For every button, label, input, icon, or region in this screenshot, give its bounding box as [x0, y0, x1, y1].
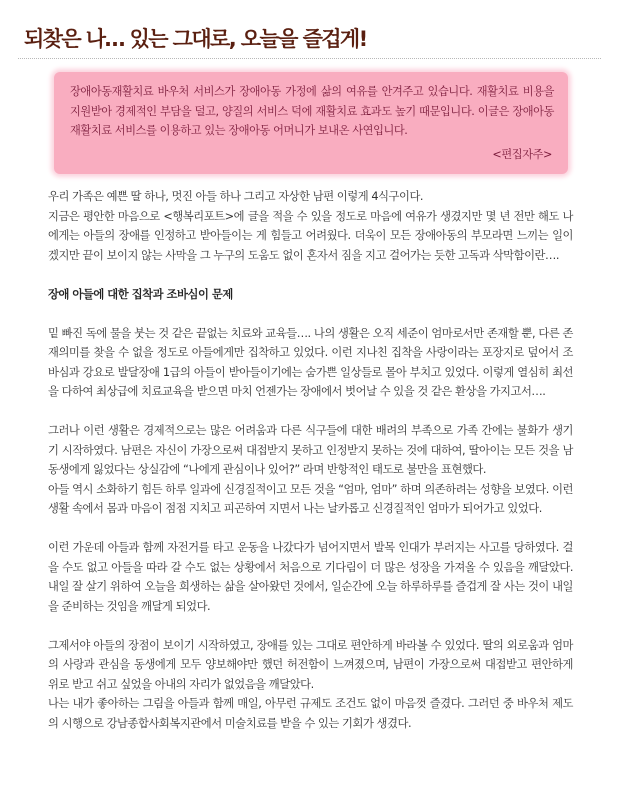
page-title: 되찾은 나… 있는 그대로, 오늘을 즐겁게! [24, 27, 367, 51]
article-body [48, 187, 573, 733]
editor-note-text: 장애아동재활치료 바우처 서비스가 장애아동 가정에 삶의 여유를 안겨주고 있습니다. 재활치료 비용을 지원받아 경제적인 부담을 덜고, 양질의 서비스 덕에 재활치료 효과도 높기 때문입니다. 이글은 장애아동재활치료 서비스를 이용하고 있는 장애아동 어머니가 보내온 사연입니다. [70, 85, 554, 137]
article-paragraph-2: 밑 빠진 독에 물을 붓는 것 같은 끝없는 치료와 교육들…. 나의 생활은 오직 세준이 엄마로서만 존재할 뿐, 다른 존재의미를 찾을 수 없을 정도로 아들에게만 집착하고 있었다. 이런 지나친 집착을 사랑이라는 포장지로 덮어서 조바심과 강요로 발달장애 1급의 아들이 받아들이기에는 숨가쁜 일상들로 몰아 부치고 있었다. 이렇게 열심히 최선을 다하여 최상급에 치료교육을 받으면 마치 언젠가는 장애에서 벗어날 수 있을 것 같은 환상을 가지고서…. [48, 326, 573, 398]
editor-note-box [54, 72, 568, 174]
article-paragraph-5: 그제서야 아들의 장점이 보이기 시작하였고, 장애를 있는 그대로 편안하게 바라볼 수 있었다. 딸의 외로움과 엄마의 사랑과 관심을 동생에게 모두 양보해야만 했던 허전함이 느껴졌으며, 남편이 가장으로써 대접받고 편안하게 위로 받고 쉬고 싶었을 아내의 자리가 없었음을 깨달았다. 나는 내가 좋아하는 그림을 아들과 함께 매일, 아무런 규제도 조건도 없이 마음껏 즐겼다. 그러던 중 바우처 제도의 시행으로 강남종합사회복지관에서 미술치료를 받을 수 있는 기회가 생겼다. [48, 638, 573, 730]
section-heading: 장애 아들에 대한 집착과 조바심이 문제 [48, 287, 233, 301]
title-divider [18, 58, 601, 59]
article-paragraph-4: 이런 가운데 아들과 함께 자전거를 타고 운동을 나갔다가 넘어지면서 발목 인대가 부러지는 사고를 당하였다. 걸을 수도 없고 아들을 따라 갈 수도 없는 상황에서 처음으로 기다림이 더 많은 성장을 가져올 수 있음을 깨달았다. 내일 잘 살기 위하여 오늘을 희생하는 삶을 살아왔던 것에서, 일순간에 오늘 하루하루를 즐겁게 잘 사는 것이 내일을 준비하는 것임을 깨달게 되었다. [48, 541, 573, 613]
article-paragraph-3: 그러나 이런 생활은 경제적으로는 많은 어려움과 다른 식구들에 대한 배려의 부족으로 가족 간에는 불화가 생기기 시작하였다. 남편은 자신이 가장으로써 대접받지 못하고 인정받지 못하는 것에 대하여, 딸아이는 모든 것을 남동생에게 잃었다는 상실감에 “나에게 관심이나 있어?” 라며 반항적인 태도로 불만을 표현했다. 아들 역시 소화하기 힘든 하루 일과에 신경질적이고 모든 것을 “엄마, 엄마” 하며 의존하려는 성향을 보였다. 이런 생활 속에서 몸과 마음이 점점 지치고 피곤하여 지면서 나는 날카롭고 신경질적인 엄마가 되어가고 있었다. [48, 424, 573, 515]
editor-note-credit: <편집자주> [492, 147, 552, 161]
article-paragraph-1: 우리 가족은 예쁜 딸 하나, 멋진 아들 하나 그리고 자상한 남편 이렇게 4식구이다. 지금은 평안한 마음으로 <행복리포트>에 글을 적을 수 있을 정도로 마음에 여유가 생겼지만 몇 년 전만 해도 나에게는 아들의 장애를 인정하고 받아들이는 게 힘들고 어려웠다. 더욱이 모든 장애아동의 부모라면 느끼는 일이겠지만 끝이 보이지 않는 사막을 그 누구의 도움도 없이 혼자서 짐을 지고 걸어가는 듯한 고독과 삭막함이란…. [48, 190, 573, 262]
